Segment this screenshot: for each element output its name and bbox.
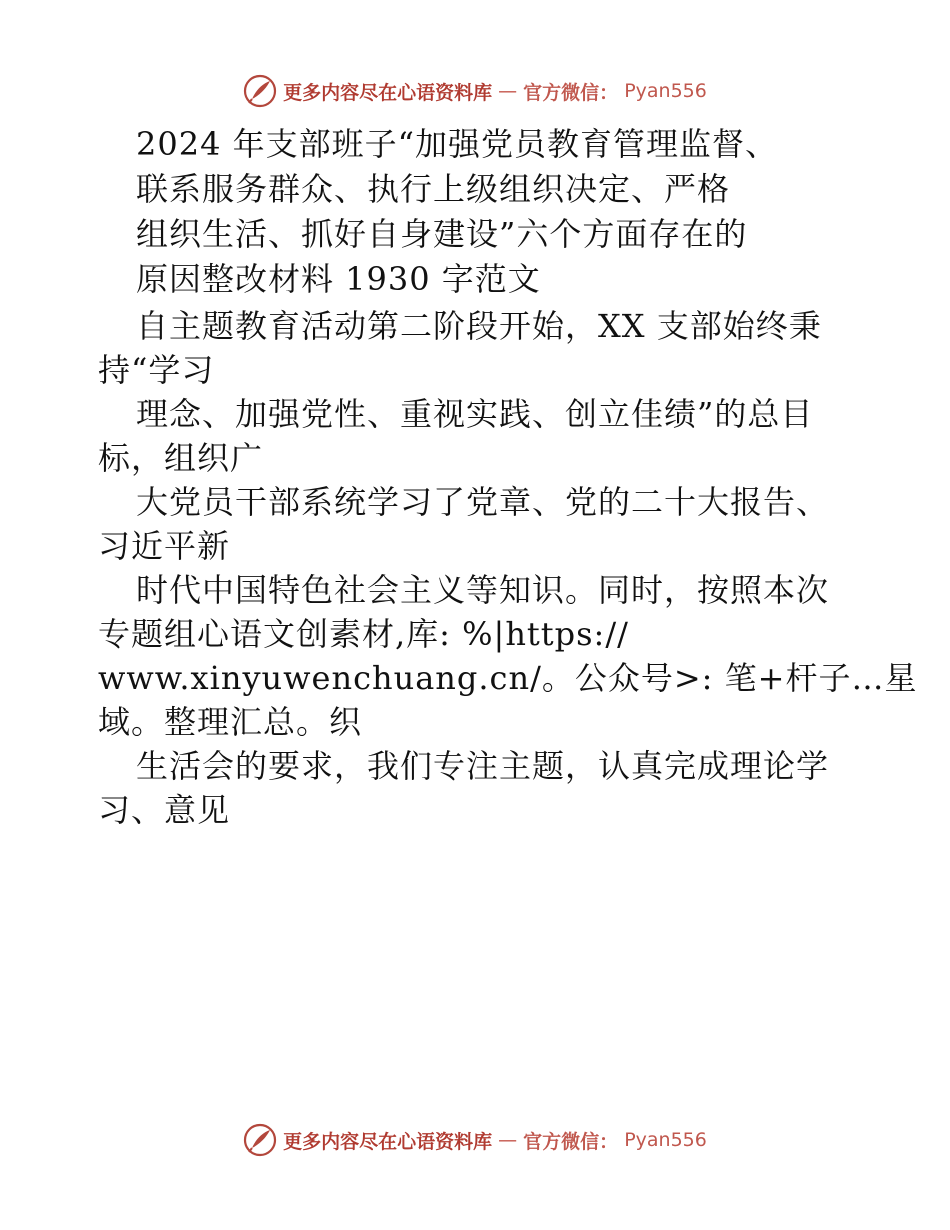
quill-logo-icon [243,74,277,108]
watermark-contact-label: 官方微信： [523,1130,619,1153]
paragraph-line: 习近平新 [98,527,231,565]
paragraph-line: 生活会的要求，我们专注主题，认真完成理论学 [136,747,830,785]
watermark-contact-id: Pyan556 [624,1129,707,1151]
paragraph-line: 专题组心语文创素材,库: %|https:// [98,615,629,653]
paragraph-line: 理念、加强党性、重视实践、创立佳绩”的总目 [136,395,814,433]
quill-logo-icon [243,1123,277,1157]
watermark-contact-id: Pyan556 [624,80,707,102]
title-line-4: 原因整改材料 1930 字范文 [136,260,541,298]
header-watermark [0,71,950,111]
footer-watermark [0,1120,950,1160]
document-content [98,122,918,832]
title-line-3: 组织生活、抓好自身建设”六个方面存在的 [136,215,748,253]
paragraph-line: 域。整理汇总。织 [98,703,363,741]
paragraph-line: 自主题教育活动第二阶段开始，XX 支部始终秉 [136,307,822,345]
paragraph-line: 持“学习 [98,351,215,389]
title-line-2: 联系服务群众、执行上级组织决定、严格 [136,170,731,208]
watermark-brand: 更多内容尽在心语资料库 [283,81,493,104]
watermark-separator: — [498,1129,518,1151]
paragraph-line: 标，组织广 [98,439,264,477]
paragraph-line: 习、意见 [98,791,231,829]
watermark-contact-label: 官方微信： [523,81,619,104]
watermark-brand: 更多内容尽在心语资料库 [283,1130,493,1153]
paragraph-line: www.xinyuwenchuang.cn/。公众号>: 笔+杆子…星 [98,659,918,697]
watermark-separator: — [498,80,518,102]
paragraph-line: 大党员干部系统学习了党章、党的二十大报告、 [136,483,830,521]
paragraph-line: 时代中国特色社会主义等知识。同时，按照本次 [136,571,830,609]
title-line-1: 2024 年支部班子“加强党员教育管理监督、 [136,125,778,163]
